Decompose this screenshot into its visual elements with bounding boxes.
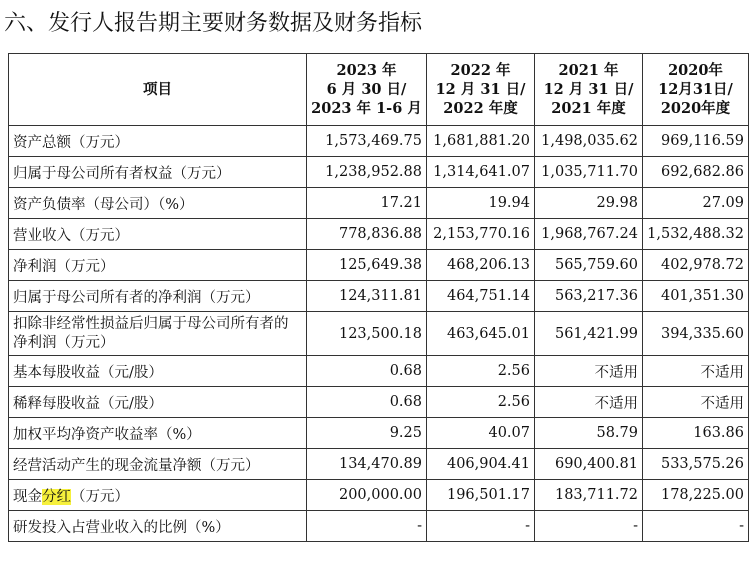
- cell-value: 2.56: [427, 387, 535, 418]
- header-period-2021: 2021 年 12 月 31 日/ 2021 年度: [535, 54, 643, 126]
- cell-value: 2.56: [427, 356, 535, 387]
- table-row: [9, 312, 749, 356]
- cell-value: -: [427, 511, 535, 542]
- header-period-2023h1: 2023 年 6 月 30 日/ 2023 年 1-6 月: [307, 54, 427, 126]
- cell-value: 9.25: [307, 418, 427, 449]
- row-label: 营业收入（万元）: [9, 219, 307, 250]
- cell-value: 不适用: [643, 356, 749, 387]
- table-row: [9, 356, 749, 387]
- financial-data-table: [8, 53, 749, 542]
- cell-value: 0.68: [307, 356, 427, 387]
- cell-value: 163.86: [643, 418, 749, 449]
- row-label: 净利润（万元）: [9, 250, 307, 281]
- cell-value: 563,217.36: [535, 281, 643, 312]
- cell-value: 1,035,711.70: [535, 157, 643, 188]
- row-label: 资产总额（万元）: [9, 126, 307, 157]
- cell-value: -: [535, 511, 643, 542]
- cell-value: 0.68: [307, 387, 427, 418]
- row-label-part: 现金: [13, 488, 42, 505]
- section-title: 六、发行人报告期主要财务数据及财务指标: [4, 11, 423, 36]
- cell-value: 1,968,767.24: [535, 219, 643, 250]
- cell-value: 不适用: [535, 356, 643, 387]
- cell-value: 19.94: [427, 188, 535, 219]
- cell-value: 402,978.72: [643, 250, 749, 281]
- cell-value: 1,681,881.20: [427, 126, 535, 157]
- cell-value: 1,532,488.32: [643, 219, 749, 250]
- cell-value: 464,751.14: [427, 281, 535, 312]
- cell-value: 401,351.30: [643, 281, 749, 312]
- header-item: 项目: [9, 54, 307, 126]
- cell-value: 不适用: [535, 387, 643, 418]
- table-row: [9, 157, 749, 188]
- cell-value: -: [307, 511, 427, 542]
- header-period-2020: 2020年 12月31日/ 2020年度: [643, 54, 749, 126]
- table-row: [9, 281, 749, 312]
- cell-value: 690,400.81: [535, 449, 643, 480]
- cell-value: 178,225.00: [643, 480, 749, 511]
- cell-value: 不适用: [643, 387, 749, 418]
- cell-value: 1,238,952.88: [307, 157, 427, 188]
- cell-value: 468,206.13: [427, 250, 535, 281]
- row-label: 归属于母公司所有者权益（万元）: [9, 157, 307, 188]
- cell-value: 692,682.86: [643, 157, 749, 188]
- cell-value: 778,836.88: [307, 219, 427, 250]
- cell-value: -: [643, 511, 749, 542]
- cell-value: 1,498,035.62: [535, 126, 643, 157]
- table-row: [9, 480, 749, 511]
- table-row: [9, 418, 749, 449]
- cell-value: 2,153,770.16: [427, 219, 535, 250]
- cell-value: 29.98: [535, 188, 643, 219]
- row-label: 扣除非经常性损益后归属于母公司所有者的净利润（万元）: [9, 312, 307, 356]
- header-period-2022: 2022 年 12 月 31 日/ 2022 年度: [427, 54, 535, 126]
- cell-value: 463,645.01: [427, 312, 535, 356]
- cell-value: 1,314,641.07: [427, 157, 535, 188]
- table-header-row: [9, 54, 749, 126]
- row-label: 经营活动产生的现金流量净额（万元）: [9, 449, 307, 480]
- cell-value: 196,501.17: [427, 480, 535, 511]
- cell-value: 17.21: [307, 188, 427, 219]
- table-row: [9, 387, 749, 418]
- cell-value: 406,904.41: [427, 449, 535, 480]
- cell-value: 124,311.81: [307, 281, 427, 312]
- cell-value: 565,759.60: [535, 250, 643, 281]
- table-row: [9, 449, 749, 480]
- table-row: [9, 188, 749, 219]
- cell-value: 125,649.38: [307, 250, 427, 281]
- cell-value: 533,575.26: [643, 449, 749, 480]
- cell-value: 969,116.59: [643, 126, 749, 157]
- cell-value: 134,470.89: [307, 449, 427, 480]
- row-label: 归属于母公司所有者的净利润（万元）: [9, 281, 307, 312]
- cell-value: 58.79: [535, 418, 643, 449]
- table-row: [9, 126, 749, 157]
- row-label-part: （万元）: [71, 488, 129, 505]
- cell-value: 1,573,469.75: [307, 126, 427, 157]
- row-label: 研发投入占营业收入的比例（%）: [9, 511, 307, 542]
- row-label: 基本每股收益（元/股）: [9, 356, 307, 387]
- table-row: [9, 219, 749, 250]
- cell-value: 183,711.72: [535, 480, 643, 511]
- cell-value: 123,500.18: [307, 312, 427, 356]
- cell-value: 394,335.60: [643, 312, 749, 356]
- table-row: [9, 511, 749, 542]
- table-row: [9, 250, 749, 281]
- row-label: 资产负债率（母公司）（%）: [9, 188, 307, 219]
- cell-value: 561,421.99: [535, 312, 643, 356]
- cell-value: 200,000.00: [307, 480, 427, 511]
- cell-value: 40.07: [427, 418, 535, 449]
- row-label: 加权平均净资产收益率（%）: [9, 418, 307, 449]
- highlighted-text: 分红: [42, 488, 71, 505]
- row-label: [9, 480, 307, 511]
- cell-value: 27.09: [643, 188, 749, 219]
- row-label: 稀释每股收益（元/股）: [9, 387, 307, 418]
